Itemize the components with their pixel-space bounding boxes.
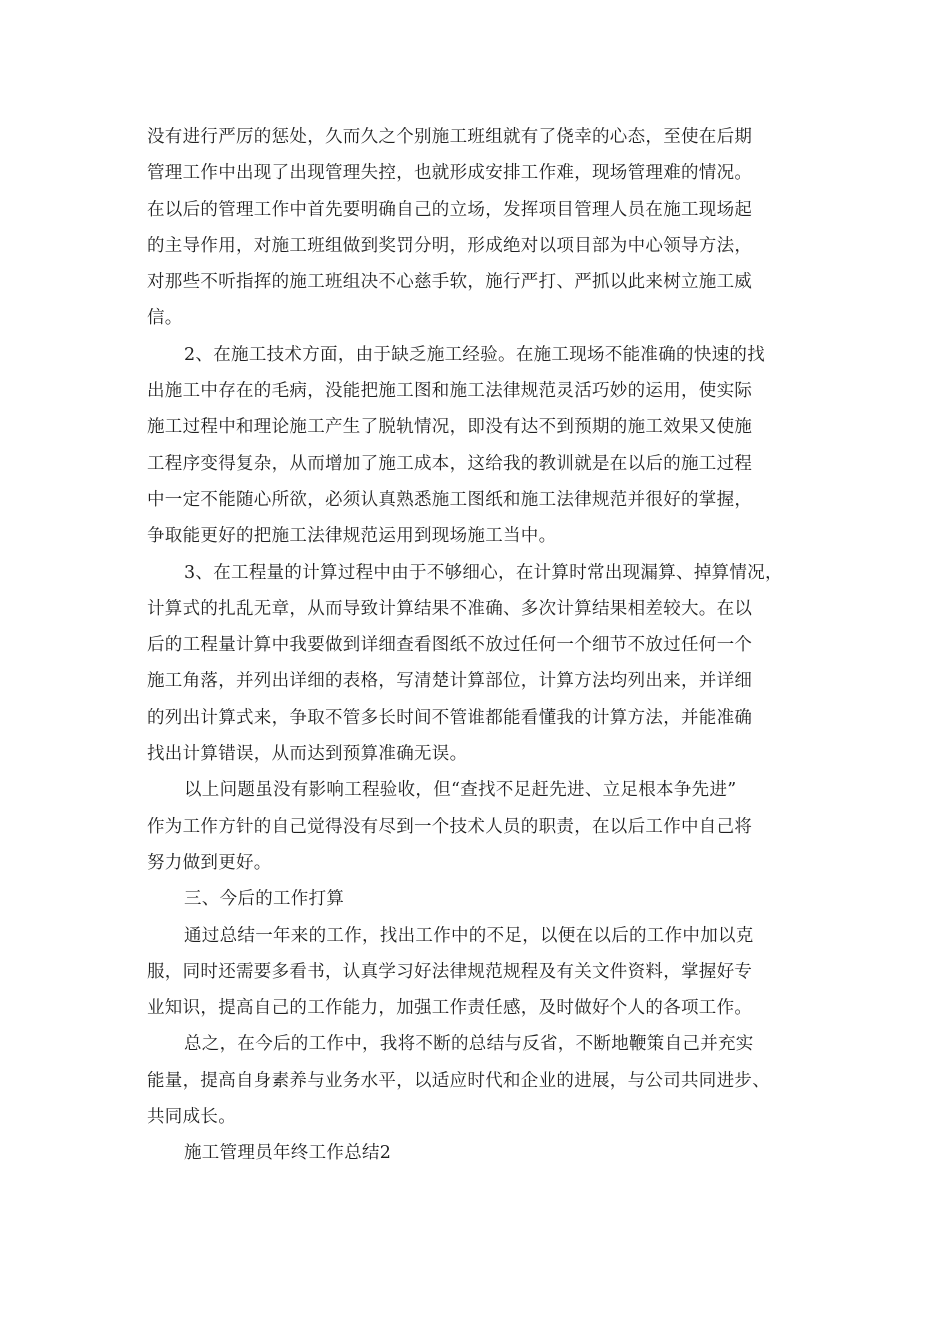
text-line: 三、今后的工作打算 <box>184 889 345 910</box>
text-line: 服，同时还需要多看书，认真学习好法律规范规程及有关文件资料，掌握好专 <box>147 961 753 982</box>
text-line: 作为工作方针的自己觉得没有尽到一个技术人员的职责，在以后工作中自己将 <box>147 816 753 837</box>
text-line: 中一定不能随心所欲，必须认真熟悉施工图纸和施工法律规范并很好的掌握， <box>147 489 753 510</box>
text-line: 后的工程量计算中我要做到详细查看图纸不放过任何一个细节不放过任何一个 <box>147 635 753 656</box>
text-line: 能量，提高自身素养与业务水平，以适应时代和企业的进展，与公司共同进步、 <box>147 1070 770 1091</box>
text-line: 3、在工程量的计算过程中由于不够细心，在计算时常出现漏算、掉算情况， <box>184 562 783 583</box>
text-line: 通过总结一年来的工作，找出工作中的不足，以便在以后的工作中加以克 <box>184 925 754 946</box>
document-body <box>147 119 813 1172</box>
text-line: 总之，在今后的工作中，我将不断的总结与反省，不断地鞭策自己并充实 <box>184 1034 754 1055</box>
text-line: 2、在施工技术方面，由于缺乏施工经验。在施工现场不能准确的快速的找 <box>184 344 766 365</box>
text-line: 信。 <box>147 308 183 329</box>
text-line: 以上问题虽没有影响工程验收，但“查找不足赶先进、立足根本争先进” <box>184 780 737 801</box>
text-line: 的主导作用，对施工班组做到奖罚分明，形成绝对以项目部为中心领导方法， <box>147 235 753 256</box>
text-line: 出施工中存在的毛病，没能把施工图和施工法律规范灵活巧妙的运用，使实际 <box>147 381 753 402</box>
text-line: 找出计算错误，从而达到预算准确无误。 <box>147 744 468 765</box>
text-line: 计算式的扎乱无章，从而导致计算结果不准确、多次计算结果相差较大。在以 <box>147 598 753 619</box>
text-line: 没有进行严厉的惩处，久而久之个别施工班组就有了侥幸的心态，至使在后期 <box>147 127 753 147</box>
text-line: 在以后的管理工作中首先要明确自己的立场，发挥项目管理人员在施工现场起 <box>147 199 753 220</box>
text-line: 施工过程中和理论施工产生了脱轨情况，即没有达不到预期的施工效果又使施 <box>147 417 753 438</box>
text-line: 管理工作中出现了出现管理失控，也就形成安排工作难，现场管理难的情况。 <box>147 163 753 184</box>
text-line: 的列出计算式来，争取不管多长时间不管谁都能看懂我的计算方法，并能准确 <box>147 707 753 728</box>
text-line: 对那些不听指挥的施工班组决不心慈手软，施行严打、严抓以此来树立施工威 <box>147 272 753 293</box>
text-line: 业知识，提高自己的工作能力，加强工作责任感，及时做好个人的各项工作。 <box>147 998 753 1019</box>
text-line: 共同成长。 <box>147 1107 236 1128</box>
text-line: 努力做到更好。 <box>147 852 272 873</box>
text-line: 施工管理员年终工作总结2 <box>184 1143 392 1164</box>
text-line: 施工角落，并列出详细的表格，写清楚计算部位，计算方法均列出来，并详细 <box>147 671 753 692</box>
text-line: 争取能更好的把施工法律规范运用到现场施工当中。 <box>147 526 557 547</box>
text-line: 工程序变得复杂，从而增加了施工成本，这给我的教训就是在以后的施工过程 <box>147 453 753 474</box>
